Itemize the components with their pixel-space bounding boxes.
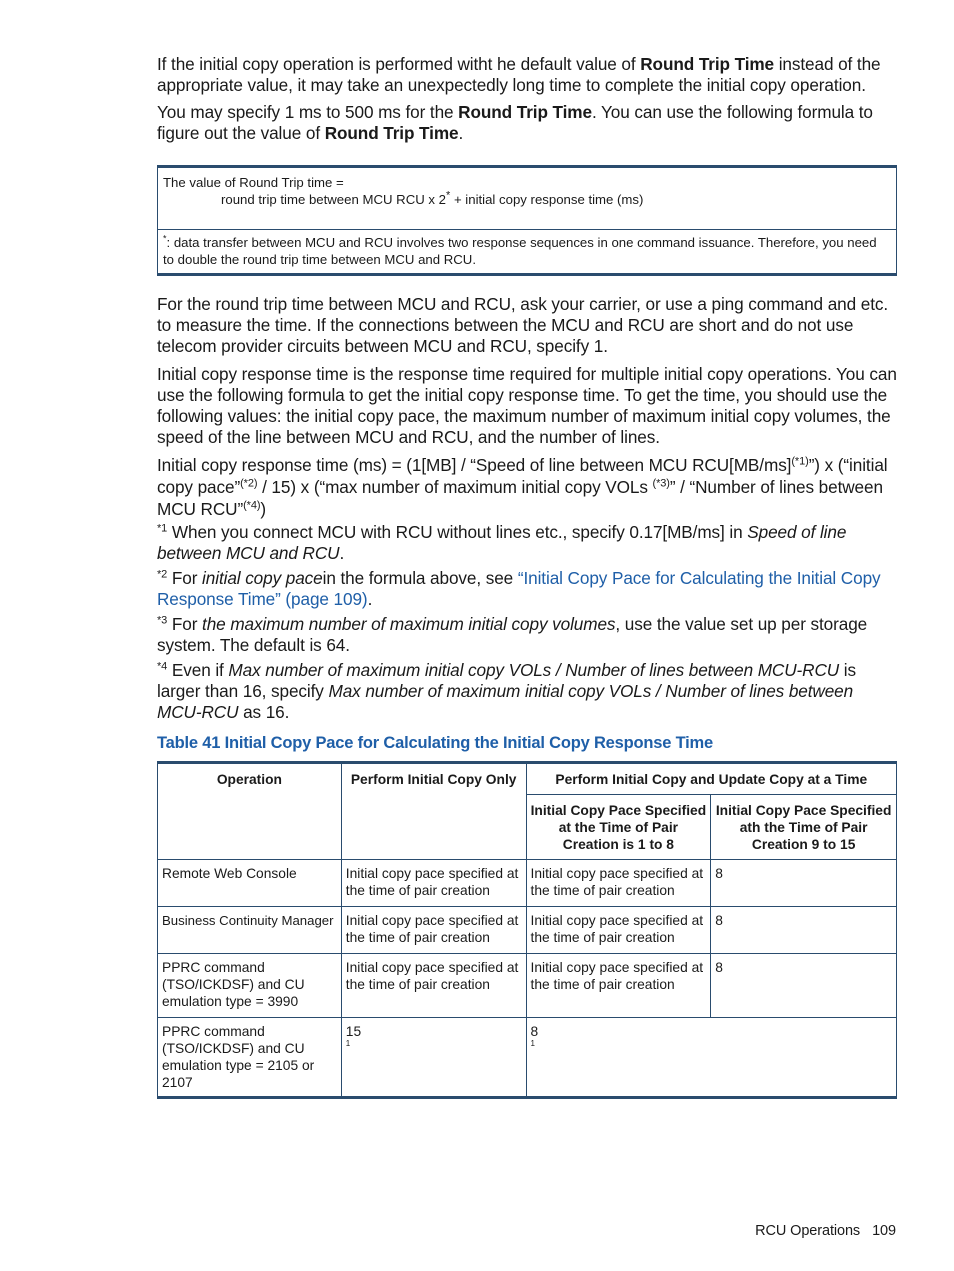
footnote-2 — [157, 568, 897, 610]
table-title: Table 41 Initial Copy Pace for Calculating the Initial Copy Response Time — [157, 734, 714, 752]
page-number: 109 — [872, 1223, 896, 1239]
text: If the initial copy operation is performed witht he default value of — [157, 54, 641, 74]
text: Even if — [167, 660, 229, 680]
superscript: (*3) — [652, 477, 670, 490]
initial-copy-pace-table — [157, 761, 897, 1099]
cell-operation: PPRC command (TSO/ICKDSF) and CU emulation type = 3990 — [158, 954, 342, 1018]
text: When you connect MCU with RCU without lines etc., specify 0.17[MB/ms] in — [167, 522, 748, 542]
header-copy-and-update: Perform Initial Copy and Update Copy at a Time — [526, 763, 896, 795]
table-row — [158, 860, 897, 907]
italic-term: Max number of maximum initial copy VOLs / Number of lines between MCU-RCU — [228, 660, 840, 680]
paragraph-response-formula — [157, 454, 897, 520]
cell-pace-1-to-8: Initial copy pace specified at the time of pair creation — [526, 907, 711, 954]
header-copy-only: Perform Initial Copy Only — [341, 763, 526, 860]
footnote-3 — [157, 614, 897, 656]
formula-row — [158, 168, 896, 230]
text: as 16. — [238, 702, 290, 722]
table-row — [158, 954, 897, 1018]
cell-pace-1-to-8: Initial copy pace specified at the time of pair creation — [526, 954, 711, 1018]
footnote-mark: *4 — [157, 660, 168, 673]
cell-operation: Business Continuity Manager — [158, 907, 342, 954]
text: . — [367, 589, 373, 609]
text: / 15) x (“max number of maximum initial copy VOLs — [257, 477, 653, 497]
text: in the formula above, see — [322, 568, 518, 588]
paragraph-round-trip-measure: For the round trip time between MCU and RCU, ask your carrier, or use a ping command and etc. to measure the time. If the connections between the MCU and RCU are short and do not use telecom provider circuits between MCU and RCU, specify 1. — [157, 294, 889, 356]
italic-term: Max number of maximum initial copy VOLs / Number of lines between MCU-RCU — [157, 681, 854, 722]
text: For — [167, 568, 203, 588]
paragraph-round-trip-range — [157, 102, 897, 144]
cell-pace-9-to-15: 8 — [711, 907, 897, 954]
cell-pace-9-to-15: 8 — [711, 954, 897, 1018]
superscript: (*4) — [243, 499, 261, 512]
cell-copy-only: Initial copy pace specified at the time of pair creation — [341, 860, 526, 907]
header-operation: Operation — [158, 763, 342, 860]
header-pace-9-to-15: Initial Copy Pace Specified ath the Time of Pair Creation 9 to 15 — [711, 795, 897, 860]
formula-line-1: The value of Round Trip time = — [163, 175, 344, 190]
note-mark: 1 — [530, 1039, 535, 1048]
italic-term: the maximum number of maximum initial copy volumes — [202, 614, 616, 634]
cell-copy-only — [341, 1018, 526, 1098]
value: 8 — [530, 1024, 539, 1039]
footnote-mark: *3 — [157, 614, 168, 627]
superscript: (*2) — [240, 477, 258, 490]
text: You may specify 1 ms to 500 ms for the — [157, 102, 459, 122]
text: . — [339, 543, 345, 563]
table-header-row — [158, 763, 897, 795]
table-row — [158, 1018, 897, 1098]
superscript: (*1) — [791, 455, 809, 468]
paragraph-initial-copy-response: Initial copy response time is the response time required for multiple initial copy operations. You can use the following formula to get the initial copy response time. To get the time, you should use the following values: the initial copy pace, the maximum number of maximum initial copy volumes, the speed of the line between MCU and RCU, and the number of lines. — [157, 364, 897, 447]
page-footer — [755, 1223, 896, 1239]
text: + initial copy response time (ms) — [450, 192, 644, 207]
bold-term: Round Trip Time — [458, 102, 592, 122]
footnote-1 — [157, 522, 897, 564]
text: instead of the appropriate value, it may take an unexpectedly long time to complete the initial copy operation. — [157, 54, 881, 95]
text: For — [167, 614, 203, 634]
bold-term: Round Trip Time — [640, 54, 775, 74]
cell-pace-9-to-15: 8 — [711, 860, 897, 907]
text: ”) x (“initial copy pace” — [157, 455, 888, 497]
text: , use the value set up per storage system. The default is 64. — [157, 614, 868, 655]
header-pace-1-to-8: Initial Copy Pace Specified at the Time of Pair Creation is 1 to 8 — [526, 795, 711, 860]
italic-term: Speed of line between MCU and RCU — [157, 522, 847, 563]
formula-line-2 — [163, 191, 891, 208]
value: 15 — [345, 1024, 362, 1039]
text: . — [458, 123, 464, 143]
cell-operation: PPRC command (TSO/ICKDSF) and CU emulation type = 2105 or 2107 — [158, 1018, 342, 1098]
footnote-mark: *1 — [157, 522, 168, 535]
superscript: * — [163, 233, 167, 244]
page-content — [157, 54, 897, 1099]
cell-copy-only: Initial copy pace specified at the time of pair creation — [341, 907, 526, 954]
cell-copy-and-update — [526, 1018, 896, 1098]
note-mark: 1 — [345, 1039, 351, 1048]
text: ) — [260, 499, 267, 519]
italic-term: initial copy pace — [202, 568, 323, 588]
cell-operation: Remote Web Console — [158, 860, 342, 907]
footer-section: RCU Operations — [755, 1223, 861, 1239]
text: : data transfer between MCU and RCU involves two response sequences in one command issuance. Therefore, you need to double the round trip time between MCU and RCU. — [163, 235, 877, 267]
footnote-mark: *2 — [157, 568, 168, 581]
text: Initial copy response time (ms) = (1[MB] / “Speed of line between MCU RCU[MB/ms] — [157, 455, 792, 475]
cell-copy-only: Initial copy pace specified at the time of pair creation — [341, 954, 526, 1018]
text: ” / “Number of lines between MCU RCU” — [157, 477, 883, 519]
text: is larger than 16, specify — [157, 660, 856, 701]
superscript: * — [446, 189, 451, 202]
cross-reference-link[interactable]: “Initial Copy Pace for Calculating the Initial Copy Response Time” (page 109) — [157, 568, 881, 609]
formula-note — [158, 230, 896, 273]
formula-box — [157, 165, 897, 276]
bold-term: Round Trip Time — [324, 123, 459, 143]
cell-pace-1-to-8: Initial copy pace specified at the time of pair creation — [526, 860, 711, 907]
text: round trip time between MCU RCU x 2 — [221, 192, 446, 207]
text: . You can use the following formula to figure out the value of — [157, 102, 873, 143]
table-row — [158, 907, 897, 954]
footnote-4 — [157, 660, 897, 723]
paragraph-round-trip-default — [157, 54, 897, 96]
